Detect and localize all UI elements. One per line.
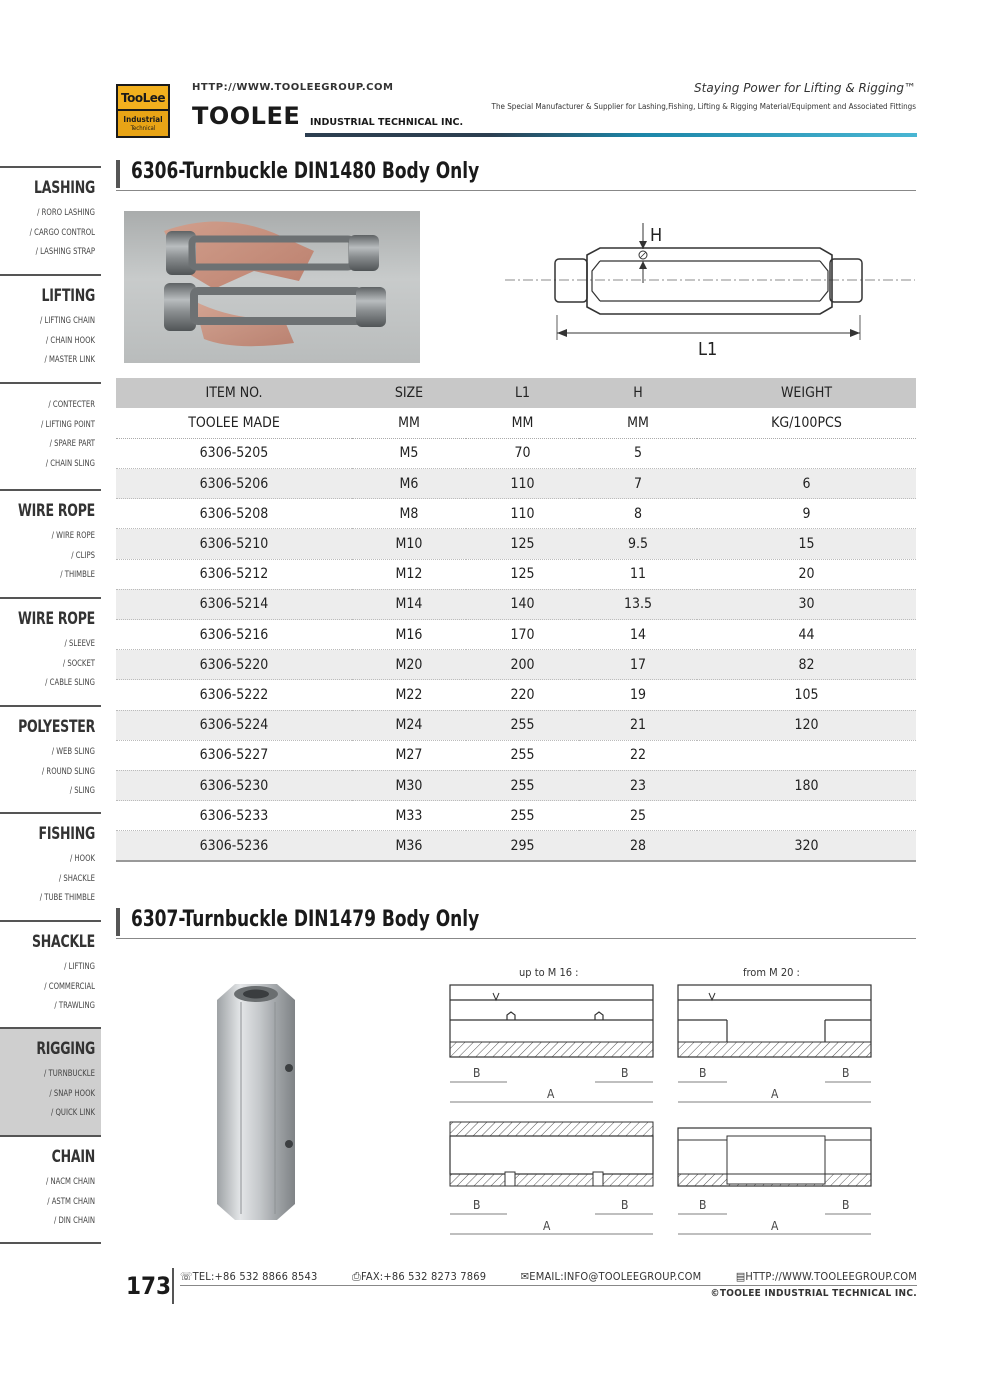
table-cell: [697, 801, 916, 831]
table-row: [116, 650, 916, 680]
nav-item[interactable]: / THIMBLE: [60, 570, 95, 581]
table-cell: 15: [697, 529, 916, 559]
table-cell: 6306-5220: [116, 650, 352, 680]
nav-section-chain: [0, 1135, 101, 1242]
nav-item[interactable]: / COMMERCIAL: [44, 981, 95, 992]
nav-section-lifting: [0, 274, 101, 382]
nav-item[interactable]: / LIFTING POINT: [40, 419, 95, 430]
nav-item[interactable]: / CONTECTER: [48, 400, 95, 410]
nav-item[interactable]: / CABLE SLING: [45, 678, 95, 689]
table-cell: 125: [466, 529, 579, 559]
table-cell: 220: [466, 680, 579, 710]
column-unit: MM: [352, 408, 466, 438]
table-row: [116, 469, 916, 499]
nav-item[interactable]: / WEB SLING: [51, 747, 95, 757]
table-cell: 19: [579, 680, 697, 710]
nav-item[interactable]: / ASTM CHAIN: [47, 1196, 95, 1207]
table-cell: 6306-5236: [116, 831, 352, 861]
nav-section-title[interactable]: RIGGING: [36, 1039, 95, 1059]
nav-item[interactable]: / DIN CHAIN: [53, 1216, 95, 1227]
nav-section-shackle: [0, 920, 101, 1027]
dim-a-label: A: [771, 1219, 779, 1233]
table-row: [116, 710, 916, 740]
dim-a-label: A: [771, 1087, 779, 1101]
footer-tel[interactable]: ☏TEL:+86 532 8866 8543: [180, 1270, 318, 1283]
table-header-row: [116, 378, 916, 408]
caption-up-to-m16: up to M 16 :: [519, 966, 579, 979]
table-cell: 82: [697, 650, 916, 680]
nav-item[interactable]: / ROUND SLING: [41, 766, 95, 777]
section-title: 6307-Turnbuckle DIN1479 Body Only: [131, 907, 480, 932]
header-description: The Special Manufacturer & Supplier for Lashing,Fishing, Lifting & Rigging Material/Equipment and Associated Fittings: [491, 102, 916, 111]
nav-item[interactable]: / CHAIN HOOK: [45, 335, 95, 346]
table-cell: M30: [352, 770, 466, 800]
nav-bottom-divider: [0, 1242, 101, 1244]
header-brand-sub: INDUSTRIAL TECHNICAL INC.: [310, 117, 464, 128]
table-cell: 6306-5216: [116, 620, 352, 650]
table-cell: M33: [352, 801, 466, 831]
table-row: [116, 770, 916, 800]
table-cell: 21: [579, 710, 697, 740]
nav-item[interactable]: / CHAIN SLING: [45, 458, 95, 469]
footer-divider: [180, 1285, 917, 1286]
footer-contact: [180, 1270, 917, 1284]
table-cell: M22: [352, 680, 466, 710]
table-cell: 30: [697, 589, 916, 619]
table-cell: 22: [579, 740, 697, 770]
table-cell: M14: [352, 589, 466, 619]
nav-section-title[interactable]: CHAIN: [51, 1147, 95, 1167]
column-header: H: [579, 378, 697, 408]
section-heading-6307: [116, 905, 916, 939]
table-cell: 7: [579, 469, 697, 499]
table-cell: 295: [466, 831, 579, 861]
dim-b-label: B: [699, 1066, 707, 1080]
dim-b-label: B: [473, 1066, 481, 1080]
header-slogan: Staying Power for Lifting & Rigging™: [694, 81, 916, 95]
column-unit: KG/100PCS: [697, 408, 916, 438]
table-cell: M27: [352, 740, 466, 770]
nav-item[interactable]: / LASHING STRAP: [35, 247, 95, 258]
table-cell: 6306-5224: [116, 710, 352, 740]
table-cell: 6306-5222: [116, 680, 352, 710]
table-cell: 9.5: [579, 529, 697, 559]
table-cell: 320: [697, 831, 916, 861]
turnbuckle-din1480-drawing: [500, 215, 920, 365]
table-cell: 11: [579, 559, 697, 589]
table-row: [116, 831, 916, 861]
section-title: 6306-Turnbuckle DIN1480 Body Only: [131, 159, 480, 184]
table-cell: 255: [466, 801, 579, 831]
nav-section-wire-rope: [0, 489, 101, 597]
nav-item[interactable]: / SPARE PART: [49, 439, 95, 450]
table-cell: 140: [466, 589, 579, 619]
table-cell: 6306-5206: [116, 469, 352, 499]
nav-item[interactable]: / MASTER LINK: [44, 355, 95, 366]
column-unit: MM: [579, 408, 697, 438]
nav-section-title[interactable]: SHACKLE: [32, 932, 95, 952]
table-unit-row: [116, 408, 916, 438]
table-cell: 255: [466, 770, 579, 800]
turnbuckle-photo: [124, 211, 420, 363]
logo-line-technical: Technical: [130, 124, 156, 132]
nav-section-wire-rope: [0, 597, 101, 705]
nav-item[interactable]: / SLEEVE: [64, 639, 95, 649]
column-header: WEIGHT: [697, 378, 916, 408]
table-cell: 110: [466, 499, 579, 529]
nav-item[interactable]: / SHACKLE: [58, 873, 95, 884]
header-brand: TOOLEE: [192, 102, 301, 130]
dim-b-label: B: [842, 1198, 850, 1212]
dim-b-label: B: [621, 1198, 629, 1212]
table-cell: 6306-5210: [116, 529, 352, 559]
column-header: SIZE: [352, 378, 466, 408]
nav-section-title[interactable]: LIFTING: [41, 286, 95, 306]
table-cell: 70: [466, 438, 579, 468]
table-row: [116, 620, 916, 650]
section-heading-6306: [116, 157, 916, 191]
nav-item[interactable]: / NACM CHAIN: [45, 1177, 95, 1187]
footer-web[interactable]: ▤HTTP://WWW.TOOLEEGROUP.COM: [735, 1270, 917, 1283]
logo-text: TooLee: [120, 90, 165, 105]
table-row: [116, 680, 916, 710]
nav-item[interactable]: / TRAWLING: [54, 1001, 95, 1012]
nav-item[interactable]: / TUBE THIMBLE: [39, 893, 95, 904]
footer-email[interactable]: ✉EMAIL:INFO@TOOLEEGROUP.COM: [520, 1270, 702, 1283]
nav-item[interactable]: / LIFTING: [64, 962, 95, 972]
table-cell: [697, 740, 916, 770]
column-unit: TOOLEE MADE: [116, 408, 352, 438]
nav-item[interactable]: / WIRE ROPE: [51, 531, 95, 541]
dimension-l1-label: L1: [698, 339, 718, 360]
header-divider: [305, 133, 917, 137]
table-cell: 180: [697, 770, 916, 800]
dimension-h-label: H: [650, 225, 663, 246]
header-url[interactable]: HTTP://WWW.TOOLEEGROUP.COM: [192, 82, 394, 93]
dim-b-label: B: [621, 1066, 629, 1080]
table-row: [116, 438, 916, 468]
table-cell: M24: [352, 710, 466, 740]
table-cell: M5: [352, 438, 466, 468]
column-header: L1: [466, 378, 579, 408]
dim-b-label: B: [699, 1198, 707, 1212]
footer-fax: ⎙FAX:+86 532 8273 7869: [351, 1270, 487, 1283]
table-cell: M20: [352, 650, 466, 680]
nav-item[interactable]: / SOCKET: [62, 658, 95, 669]
table-cell: M10: [352, 529, 466, 559]
table-cell: 6306-5227: [116, 740, 352, 770]
table-cell: 125: [466, 559, 579, 589]
nav-section-lifting-parts: [0, 382, 101, 489]
nav-item[interactable]: / SNAP HOOK: [49, 1088, 95, 1099]
table-cell: 255: [466, 710, 579, 740]
nav-section-lashing: [0, 166, 101, 274]
table-cell: 6306-5208: [116, 499, 352, 529]
table-cell: 5: [579, 438, 697, 468]
table-cell: 110: [466, 469, 579, 499]
nav-section-title[interactable]: POLYESTER: [18, 717, 96, 737]
table-row: [116, 801, 916, 831]
table-cell: 44: [697, 620, 916, 650]
table-cell: 8: [579, 499, 697, 529]
column-header: ITEM NO.: [116, 378, 352, 408]
spec-table-6306: [116, 378, 916, 862]
dim-a-label: A: [543, 1219, 551, 1233]
dim-a-label: A: [547, 1087, 555, 1101]
nav-item[interactable]: / SLING: [69, 786, 95, 797]
nav-item[interactable]: / QUICK LINK: [50, 1108, 95, 1119]
table-cell: 105: [697, 680, 916, 710]
caption-from-m20: from M 20 :: [743, 966, 800, 979]
logo-line-industrial: Industrial: [123, 114, 163, 124]
dim-b-label: B: [473, 1198, 481, 1212]
table-cell: 255: [466, 740, 579, 770]
table-cell: [697, 438, 916, 468]
nav-item[interactable]: / RORO LASHING: [37, 208, 95, 218]
table-cell: 6306-5212: [116, 559, 352, 589]
table-cell: 120: [697, 710, 916, 740]
table-row: [116, 499, 916, 529]
table-cell: 6306-5214: [116, 589, 352, 619]
nav-section-fishing: [0, 812, 101, 920]
toolee-logo: [116, 84, 170, 138]
nav-section-title[interactable]: FISHING: [38, 824, 95, 844]
table-row: [116, 589, 916, 619]
table-cell: 13.5: [579, 589, 697, 619]
table-cell: 9: [697, 499, 916, 529]
nav-item[interactable]: / TURNBUCKLE: [44, 1069, 95, 1079]
nav-section-title[interactable]: WIRE ROPE: [18, 501, 96, 521]
footer-copyright: ©TOOLEE INDUSTRIAL TECHNICAL INC.: [710, 1288, 917, 1299]
nav-section-title[interactable]: WIRE ROPE: [18, 609, 96, 629]
turnbuckle-photo-drawing: [124, 211, 420, 363]
dim-b-label: B: [842, 1066, 850, 1080]
nav-section-rigging: [0, 1027, 101, 1135]
nav-item[interactable]: / HOOK: [69, 854, 95, 864]
table-row: [116, 559, 916, 589]
table-cell: 200: [466, 650, 579, 680]
column-unit: MM: [466, 408, 579, 438]
table-cell: 170: [466, 620, 579, 650]
table-cell: 6: [697, 469, 916, 499]
nav-section-polyester: [0, 705, 101, 812]
nav-section-title[interactable]: LASHING: [34, 178, 95, 198]
table-cell: M6: [352, 469, 466, 499]
table-cell: 6306-5205: [116, 438, 352, 468]
nav-item[interactable]: / CARGO CONTROL: [29, 227, 95, 238]
table-row: [116, 740, 916, 770]
nav-item[interactable]: / LIFTING CHAIN: [40, 316, 95, 326]
page-number: 173: [118, 1268, 174, 1304]
table-cell: 17: [579, 650, 697, 680]
table-cell: M36: [352, 831, 466, 861]
table-row: [116, 529, 916, 559]
table-cell: M8: [352, 499, 466, 529]
table-cell: 6306-5233: [116, 801, 352, 831]
hex-coupling-photo: [205, 982, 305, 1222]
turnbuckle-din1479-drawing: [445, 960, 875, 1245]
table-cell: M12: [352, 559, 466, 589]
nav-item[interactable]: / CLIPS: [71, 550, 95, 561]
table-cell: 14: [579, 620, 697, 650]
table-cell: 6306-5230: [116, 770, 352, 800]
table-cell: M16: [352, 620, 466, 650]
table-cell: 28: [579, 831, 697, 861]
table-cell: 23: [579, 770, 697, 800]
table-cell: 25: [579, 801, 697, 831]
table-cell: 20: [697, 559, 916, 589]
